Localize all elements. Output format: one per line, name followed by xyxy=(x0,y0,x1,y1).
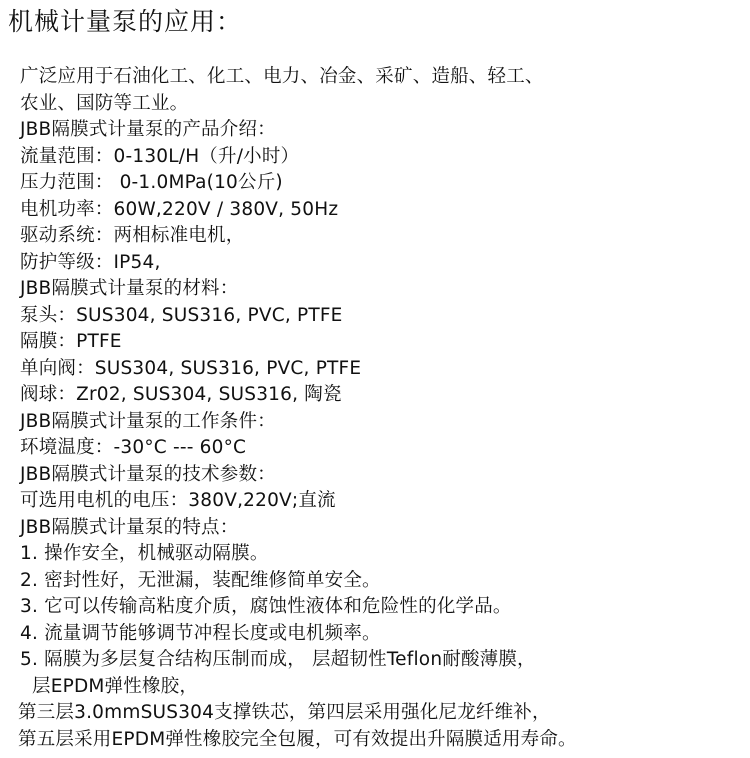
spec-pressure-range: 压力范围： 0-1.0MPa(10公斤) xyxy=(20,172,283,193)
spec-protection-level: 防护等级：IP54, xyxy=(20,251,161,273)
feature-item: 5. 隔膜为多层复合结构压制而成， 层超韧性Teflon耐酸薄膜， xyxy=(20,649,536,670)
feature-item-continuation: 层EPDM弹性橡胶， xyxy=(32,675,199,697)
section-heading: JBB隔膜式计量泵的技术参数： xyxy=(20,463,276,485)
feature-item: 2. 密封性好，无泄漏，装配维修简单安全。 xyxy=(20,569,381,591)
section-heading: JBB隔膜式计量泵的材料： xyxy=(20,278,239,299)
section-heading: JBB隔膜式计量泵的产品介绍： xyxy=(20,119,276,140)
feature-item-continuation: 第五层采用EPDM弹性橡胶完全包履，可有效提出升隔膜适用寿命。 xyxy=(18,728,577,750)
section-heading: JBB隔膜式计量泵的特点： xyxy=(20,516,239,538)
spec-drive-system: 驱动系统：两相标准电机， xyxy=(20,225,245,246)
material-diaphragm: 隔膜：PTFE xyxy=(20,331,122,352)
material-valve-ball: 阀球：Zr02, SUS304, SUS316, 陶瓷 xyxy=(20,384,342,405)
feature-item: 3. 它可以传输高粘度介质，腐蚀性液体和危险性的化学品。 xyxy=(20,596,512,617)
text-line: 农业、国防等工业。 xyxy=(20,92,189,114)
feature-item-continuation: 第三层3.0mmSUS304支撑铁芯，第四层采用强化尼龙纤维补， xyxy=(18,702,551,723)
spec-flow-range: 流量范围：0-130L/H（升/小时） xyxy=(20,145,300,167)
material-check-valve: 单向阀：SUS304, SUS316, PVC, PTFE xyxy=(20,357,362,379)
section-heading: JBB隔膜式计量泵的工作条件： xyxy=(20,410,276,432)
param-motor-voltage: 可选用电机的电压：380V,220V;直流 xyxy=(20,490,336,511)
spec-motor-power: 电机功率：60W,220V / 380V, 50Hz xyxy=(20,198,339,220)
feature-item: 1. 操作安全，机械驱动隔膜。 xyxy=(20,543,269,564)
condition-ambient-temperature: 环境温度：-30°C --- 60°C xyxy=(20,437,247,458)
material-pump-head: 泵头：SUS304, SUS316, PVC, PTFE xyxy=(20,304,343,326)
page-title: 机械计量泵的应用： xyxy=(8,7,243,36)
text-line: 广泛应用于石油化工、化工、电力、冶金、采矿、造船、轻工、 xyxy=(20,66,544,87)
feature-item: 4. 流量调节能够调节冲程长度或电机频率。 xyxy=(20,622,381,644)
document-body xyxy=(20,64,740,753)
